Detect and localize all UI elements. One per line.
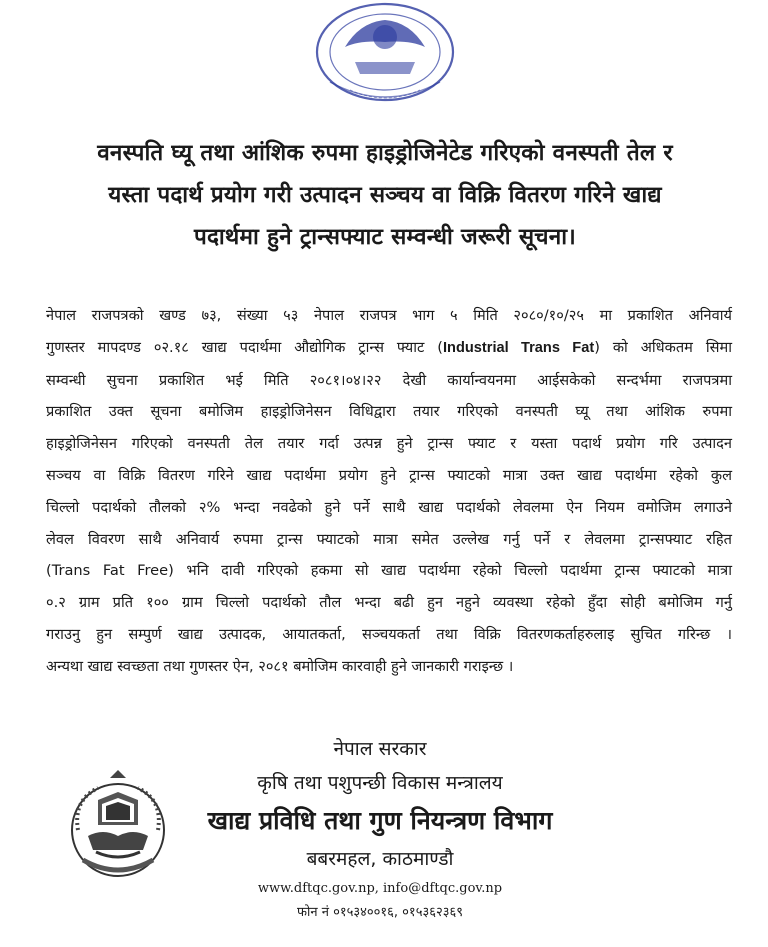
department-address: बबरमहल, काठमाण्डौ (306, 848, 454, 870)
body-line: सम्वन्धी सुचना प्रकाशित भई मिति २०८१।०४।२२ देखी कार्यान्वयनमा आईसकेको सन्दर्भमा राजपत्रमा (46, 371, 732, 389)
department-seal-stamp-icon (300, 2, 470, 112)
body-line: (Trans Fat Free) भनि दावी गरिएको हकमा सो खाद्य पदार्थमा रहेको चिल्लो पदार्थमा ट्रान्स फ्याटको मात्रा (46, 562, 732, 580)
body-line: ०.२ ग्राम प्रति १०० ग्राम चिल्लो पदार्थको तौल भन्दा बढी हुन नहुने व्यवस्था रहेको हुँदा सोही बमोजिम गर्नु (46, 594, 732, 612)
issuer-block (200, 732, 560, 924)
department-name: खाद्य प्रविधि तथा गुण नियन्त्रण विभाग (207, 806, 553, 835)
ministry-name: कृषि तथा पशुपन्छी विकास मन्त्रालय (257, 772, 503, 794)
body-line: अन्यथा खाद्य स्वच्छता तथा गुणस्तर ऐन, २०८१ बमोजिम कारवाही हुने जानकारी गराइन्छ । (46, 657, 514, 675)
body-line: लेवल विवरण साथै अनिवार्य रुपमा ट्रान्स फ्याटको मात्रा समेत उल्लेख गर्नु पर्ने र लेवलमा ट्रान्सफ्याट रहित (46, 530, 732, 548)
title-line: वनस्पति घ्यू तथा आंशिक रुपमा हाइड्रोजिनेटेड गरिएको वनस्पती तेल र (97, 140, 673, 166)
body-line: गराउनु हुन सम्पुर्ण खाद्य उत्पादक, आयातकर्ता, सञ्चयकर्ता तथा विक्रि वितरणकर्ताहरुलाइ सुचित गरिन्छ । (46, 625, 732, 643)
body-line: सञ्चय वा विक्रि वितरण गरिने खाद्य पदार्थमा प्रयोग हुने ट्रान्स फ्याटको मात्रा उक्त खाद्य पदार्थमा रहेको कुल (46, 466, 732, 484)
body-line: हाइड्रोजिनेसन गरिएको वनस्पती तेल तयार गर्दा उत्पन्न हुने ट्रान्स फ्याट र यस्ता पदार्थ प्रयोग गरि उत्पादन (46, 435, 732, 453)
body-line-part: ) को अधिकतम सिमा (594, 338, 732, 356)
body-line-bold-term: Industrial Trans Fat (442, 339, 595, 356)
title-line: पदार्थमा हुने ट्रान्सफ्याट सम्वन्धी जरूरी सूचना। (193, 224, 577, 250)
body-line: नेपाल राजपत्रको खण्ड ७३, संख्या ५३ नेपाल राजपत्र भाग ५ मिति २०८०/१०/२५ मा प्रकाशित अनिवार्य (46, 307, 732, 324)
phone-numbers: फोन नं ०१५३४००१६, ०१५३६२३६९ (296, 905, 464, 920)
title-line: यस्ता पदार्थ प्रयोग गरी उत्पादन सञ्चय वा विक्रि वितरण गरिने खाद्य (108, 182, 662, 208)
nepal-government-emblem-icon (58, 770, 178, 882)
body-line: प्रकाशित उक्त सूचना बमोजिम हाइड्रोजिनेसन विधिद्वारा तयार गरिएको वनस्पती घ्यू तथा आंशिक रुपमा (46, 403, 732, 421)
body-line (46, 332, 732, 365)
government-name: नेपाल सरकार (333, 738, 427, 760)
website-email: www.dftqc.gov.np, info@dftqc.gov.np (257, 881, 503, 896)
body-line: चिल्लो पदार्थको तौलको २% भन्दा नवढेको हुने पर्ने साथै खाद्य पदार्थको लेवलमा ऐन नियम वमोजिम लगाउने (46, 498, 732, 516)
body-line-part: गुणस्तर मापदण्ड ०२.१८ खाद्य पदार्थमा औद्योगिक ट्रान्स फ्याट ( (46, 338, 443, 356)
notice-title (40, 132, 730, 258)
notice-body (46, 300, 732, 683)
